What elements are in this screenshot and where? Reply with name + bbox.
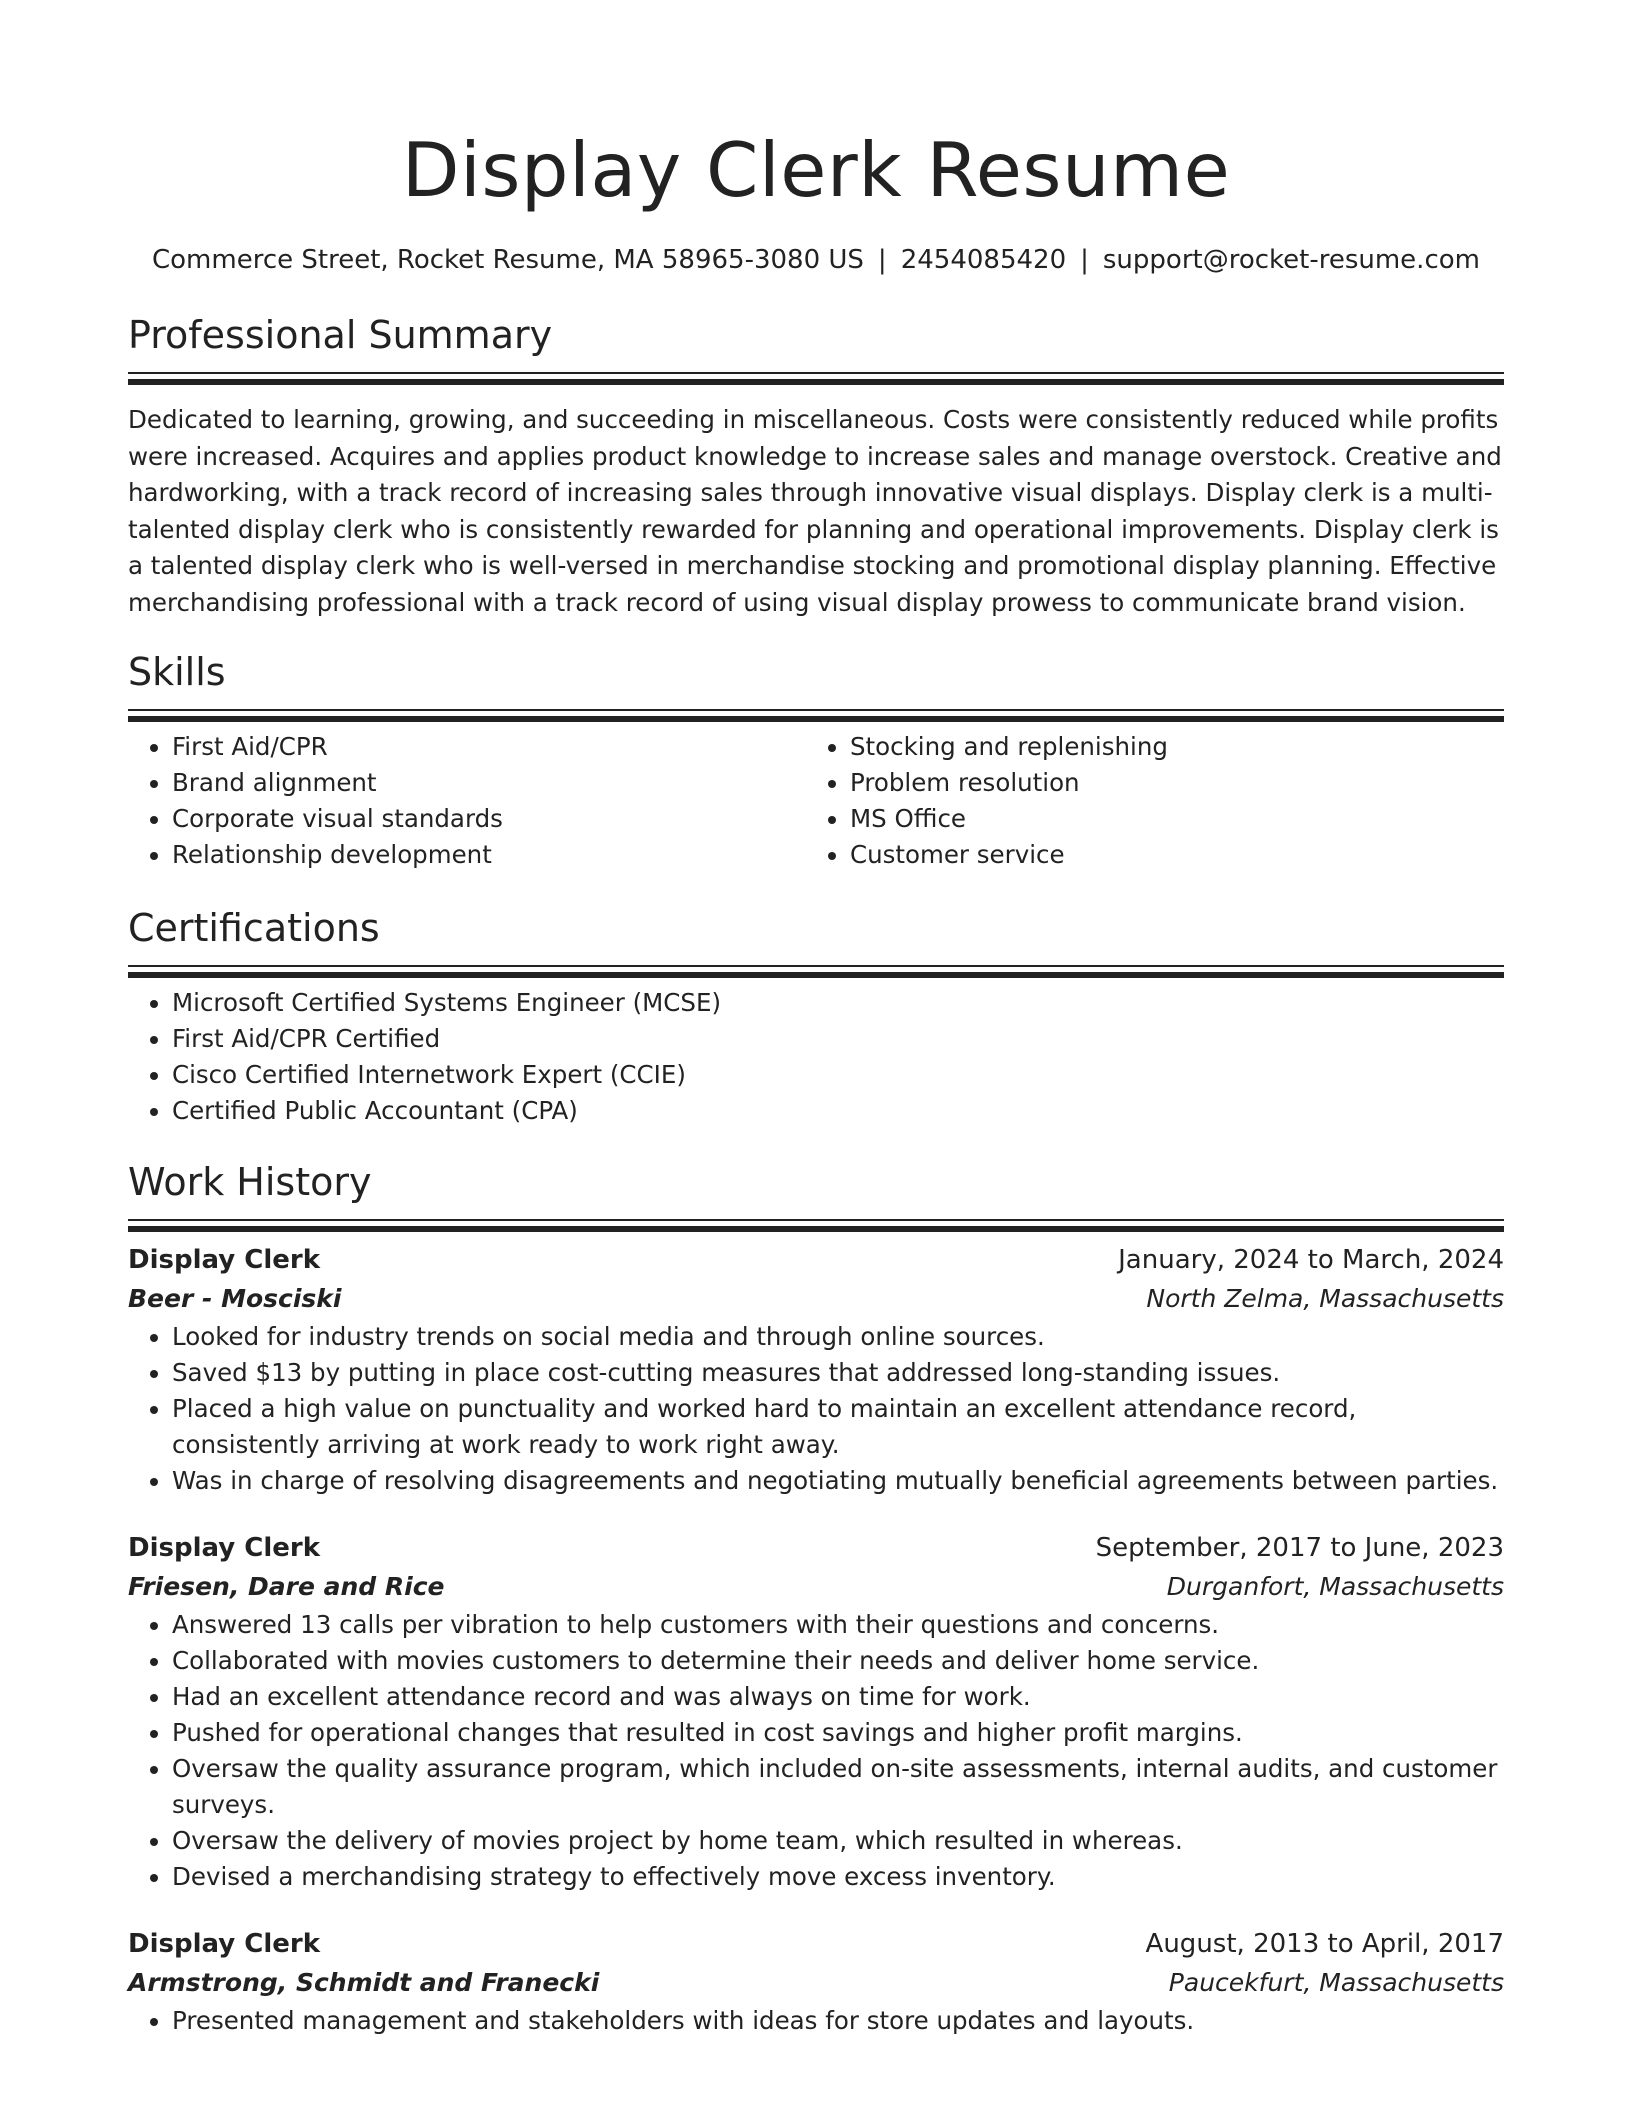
contact-email: support@rocket-resume.com bbox=[1102, 245, 1480, 275]
job-duty: • Devised a merchandising strategy to effectively move excess inventory. bbox=[172, 1859, 1504, 1895]
skills-list-right bbox=[806, 729, 1484, 873]
job-title: Display Clerk bbox=[128, 1245, 320, 1275]
job-company: Beer - Mosciski bbox=[128, 1284, 342, 1313]
contact-line bbox=[128, 242, 1504, 278]
skill-item: • MS Office bbox=[850, 801, 1484, 837]
job-company: Friesen, Dare and Rice bbox=[128, 1572, 445, 1601]
summary-heading: Professional Summary bbox=[128, 313, 553, 357]
skill-item: • Corporate visual standards bbox=[172, 801, 806, 837]
job-subheader bbox=[128, 1567, 1504, 1607]
job-location: Durganfort, Massachusetts bbox=[1166, 1572, 1504, 1601]
job-duty: • Was in charge of resolving disagreements and negotiating mutually beneficial agreements between parties. bbox=[172, 1463, 1504, 1499]
job-duty: • Had an excellent attendance record and was always on time for work. bbox=[172, 1679, 1504, 1715]
job-duties-list bbox=[128, 2003, 1504, 2039]
job-duty: • Answered 13 calls per vibration to help customers with their questions and concerns. bbox=[172, 1607, 1504, 1643]
job-company: Armstrong, Schmidt and Franecki bbox=[128, 1968, 600, 1997]
job-duties-list bbox=[128, 1607, 1504, 1895]
job-entry bbox=[128, 1925, 1504, 2039]
certification-item: • Microsoft Certified Systems Engineer (MCSE) bbox=[172, 985, 1504, 1021]
job-header bbox=[128, 1925, 1504, 1963]
job-duty: • Collaborated with movies customers to determine their needs and deliver home service. bbox=[172, 1643, 1504, 1679]
contact-address: Commerce Street, Rocket Resume, MA 58965-3080 US bbox=[152, 245, 864, 275]
skill-item: • Problem resolution bbox=[850, 765, 1484, 801]
contact-phone: 2454085420 bbox=[900, 245, 1067, 275]
contact-separator: | bbox=[1080, 245, 1089, 275]
job-title: Display Clerk bbox=[128, 1533, 320, 1563]
job-duty: • Looked for industry trends on social media and through online sources. bbox=[172, 1319, 1504, 1355]
job-duty: • Pushed for operational changes that resulted in cost savings and higher profit margins. bbox=[172, 1715, 1504, 1751]
work-history-section bbox=[128, 1157, 1504, 2039]
section-divider bbox=[128, 709, 1504, 711]
skills-list-left bbox=[128, 729, 806, 873]
skill-item: • First Aid/CPR bbox=[172, 729, 806, 765]
certification-item: • Certified Public Accountant (CPA) bbox=[172, 1093, 1504, 1129]
job-subheader bbox=[128, 1279, 1504, 1319]
job-header bbox=[128, 1241, 1504, 1279]
job-dates: August, 2013 to April, 2017 bbox=[1145, 1929, 1504, 1959]
certifications-heading: Certifications bbox=[128, 906, 380, 950]
job-duty: • Oversaw the quality assurance program, which included on-site assessments, internal audits, and customer surveys. bbox=[172, 1751, 1504, 1823]
job-dates: September, 2017 to June, 2023 bbox=[1095, 1533, 1504, 1563]
skills-section bbox=[128, 647, 1504, 873]
job-location: Paucekfurt, Massachusetts bbox=[1168, 1968, 1504, 1997]
job-duty: • Saved $13 by putting in place cost-cutting measures that addressed long-standing issues. bbox=[172, 1355, 1504, 1391]
certifications-section bbox=[128, 903, 1504, 1129]
job-duty: • Oversaw the delivery of movies project by home team, which resulted in whereas. bbox=[172, 1823, 1504, 1859]
skills-heading: Skills bbox=[128, 650, 226, 694]
contact-separator: | bbox=[877, 245, 887, 275]
work-history-heading: Work History bbox=[128, 1160, 372, 1204]
job-entry bbox=[128, 1529, 1504, 1895]
job-location: North Zelma, Massachusetts bbox=[1146, 1284, 1504, 1313]
job-header bbox=[128, 1529, 1504, 1567]
job-subheader bbox=[128, 1963, 1504, 2003]
job-title: Display Clerk bbox=[128, 1929, 320, 1959]
skills-grid bbox=[128, 729, 1504, 873]
summary-section bbox=[128, 310, 1504, 621]
skills-column-left bbox=[128, 729, 806, 873]
job-duty: • Placed a high value on punctuality and worked hard to maintain an excellent attendance record, consistently arriving at work ready to work right away. bbox=[172, 1391, 1504, 1463]
skill-item: • Customer service bbox=[850, 837, 1484, 873]
skill-item: • Stocking and replenishing bbox=[850, 729, 1484, 765]
section-divider bbox=[128, 372, 1504, 374]
job-dates: January, 2024 to March, 2024 bbox=[1118, 1245, 1504, 1275]
certification-item: • Cisco Certified Internetwork Expert (CCIE) bbox=[172, 1057, 1504, 1093]
resume-title: Display Clerk Resume bbox=[401, 126, 1231, 214]
section-divider bbox=[128, 1219, 1504, 1221]
job-duties-list bbox=[128, 1319, 1504, 1499]
certifications-list bbox=[128, 985, 1504, 1129]
job-duty: • Presented management and stakeholders with ideas for store updates and layouts. bbox=[172, 2003, 1504, 2039]
summary-text: Dedicated to learning, growing, and succeeding in miscellaneous. Costs were consistently reduced while profits were increased. Acquires and applies product knowledge to increase sales and manage overstock. Creative and hardworking, with a track record of increasing sales through innovative visual displays. Display clerk is a multi-talented display clerk who is consistently rewarded for planning and operational improvements. Display clerk is a talented display clerk who is well-versed in merchandise stocking and promotional display planning. Effective merchandising professional with a track record of using visual display prowess to communicate brand vision. bbox=[128, 405, 1502, 617]
job-entry bbox=[128, 1241, 1504, 1499]
certification-item: • First Aid/CPR Certified bbox=[172, 1021, 1504, 1057]
skills-column-right bbox=[806, 729, 1484, 873]
skill-item: • Relationship development bbox=[172, 837, 806, 873]
skill-item: • Brand alignment bbox=[172, 765, 806, 801]
section-divider bbox=[128, 965, 1504, 967]
